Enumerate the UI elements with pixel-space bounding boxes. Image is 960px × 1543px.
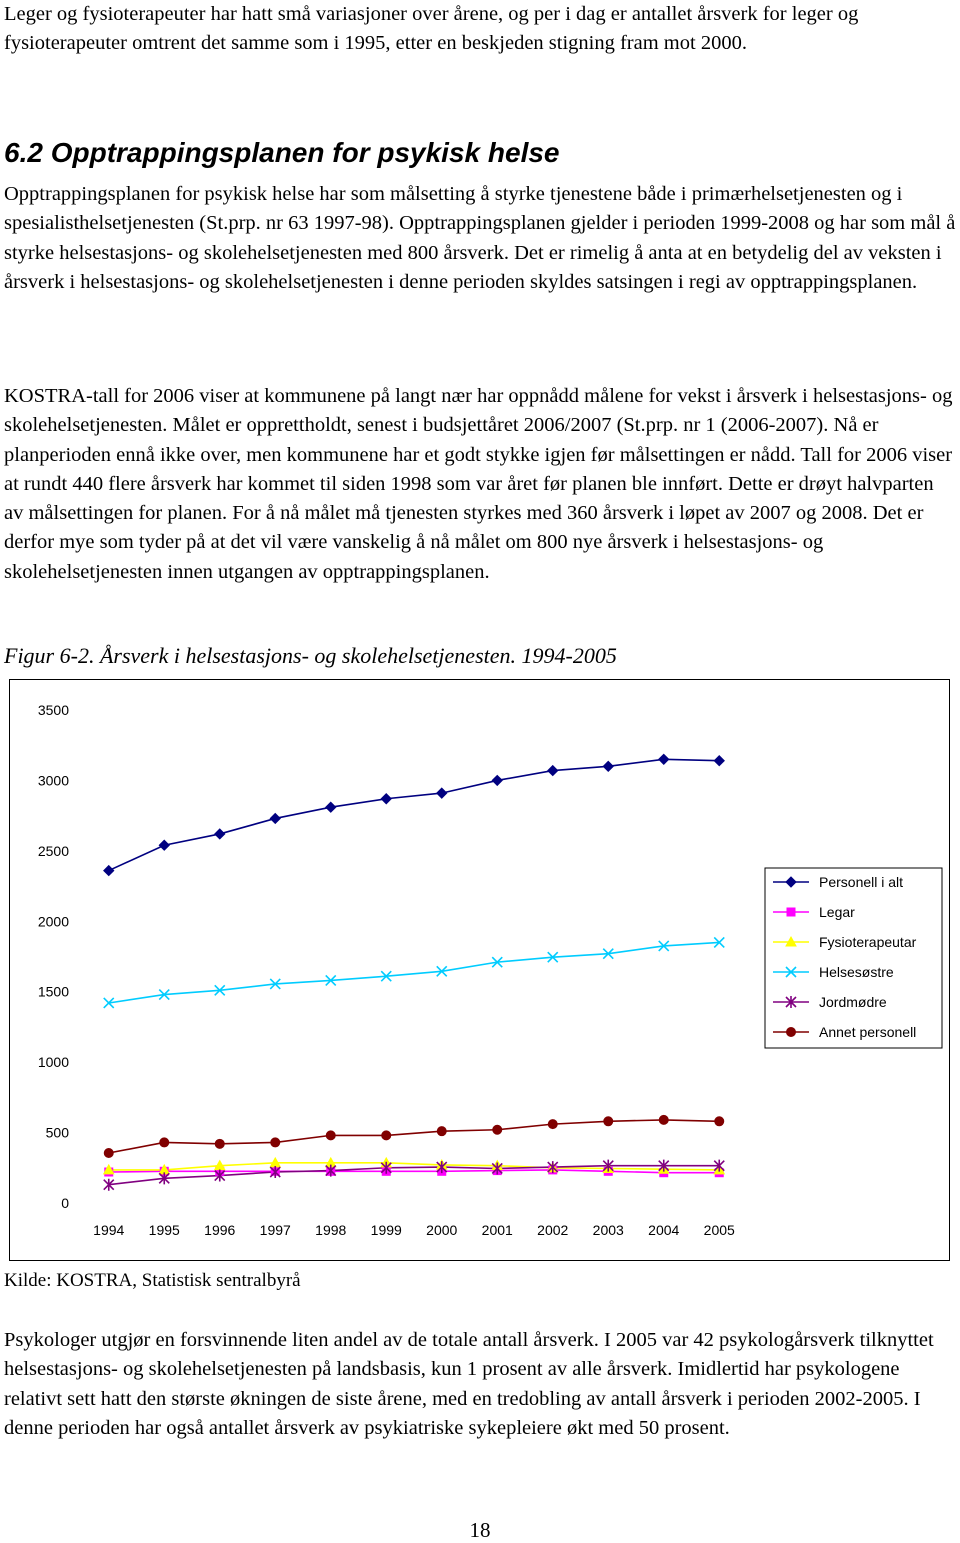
x-tick-label: 1995 bbox=[148, 1222, 180, 1238]
x-tick-label: 2003 bbox=[592, 1222, 624, 1238]
figure-caption: Figur 6-2. Årsverk i helsestasjons- og skolehelsetjenesten. 1994-2005 bbox=[4, 643, 617, 668]
legend-label: Jordmødre bbox=[819, 994, 887, 1010]
legend-label: Fysioterapeutar bbox=[819, 934, 917, 950]
x-tick-label: 2001 bbox=[481, 1222, 513, 1238]
data-point bbox=[382, 1131, 391, 1140]
x-tick-label: 1999 bbox=[370, 1222, 402, 1238]
y-tick-label: 1000 bbox=[37, 1054, 69, 1071]
x-tick-label: 1998 bbox=[315, 1222, 347, 1238]
y-tick-label: 3000 bbox=[37, 772, 69, 789]
page-number: 18 bbox=[469, 1518, 491, 1542]
data-point bbox=[604, 1117, 613, 1126]
x-tick-label: 2000 bbox=[426, 1222, 458, 1238]
legend-box bbox=[765, 868, 942, 1048]
paragraph-kostra: KOSTRA-tall for 2006 viser at kommunene på langt nær har oppnådd målene for vekst i årsverk i helsestasjons- og skolehelsetjenesten. Målet er opprettholdt, senest i budsjettåret 2006/2007 (St.prp. nr 1 (2006-2007). Nå er planperioden ennå ikke over, men kommunene har et godt stykke igjen før målsettingen er nådd. Tall for 2006 viser at rundt 440 flere årsverk har kommet til siden 1998 som var året før planen ble innført. Dette er drøyt halvparten av målsettingen for planen. For å nå målet må tjenesten styrkes med 360 årsverk i løpet av 2007 og 2008. Det er derfor mye som tyder på at det vil være vanskelig å nå målet om 800 nye årsverk i helsestasjons- og skolehelsetjenesten innen utgangen av opptrappingsplanen. bbox=[4, 385, 953, 583]
y-tick-label: 1500 bbox=[37, 983, 69, 1000]
legend-marker bbox=[787, 908, 795, 916]
data-point bbox=[659, 1115, 668, 1124]
y-tick-label: 3500 bbox=[37, 702, 69, 718]
data-point bbox=[548, 1120, 557, 1129]
legend-label: Legar bbox=[819, 904, 855, 920]
y-tick-label: 500 bbox=[45, 1124, 69, 1141]
y-tick-label: 0 bbox=[61, 1195, 69, 1211]
data-point bbox=[271, 1138, 280, 1147]
data-point bbox=[715, 1117, 724, 1126]
paragraph-opptrappingsplanen: Opptrappingsplanen for psykisk helse har som målsetting å styrke tjenestene både i primærhelsetjenesten og i spesialisthelsetjenesten (St.prp. nr 63 1997-98). Opptrappingsplanen gjelder i perioden 1999-2008 og har som mål å styrke helsestasjons- og skolehelsetjenesten med 800 årsverk. Det er rimelig å anta at en betydelig del av veksten i årsverk i helsestasjons- og skolehelsetjenesten i denne perioden skyldes satsingen i regi av opptrappingsplanen. bbox=[4, 183, 956, 293]
legend-marker bbox=[787, 1028, 796, 1037]
data-point bbox=[437, 1127, 446, 1136]
data-point bbox=[215, 1139, 224, 1148]
x-tick-label: 1996 bbox=[204, 1222, 236, 1238]
x-tick-label: 1994 bbox=[93, 1222, 125, 1238]
x-tick-label: 2002 bbox=[537, 1222, 569, 1238]
line-chart bbox=[9, 679, 950, 1261]
legend-label: Helsesøstre bbox=[819, 964, 894, 980]
legend-label: Personell i alt bbox=[819, 874, 904, 890]
section-heading: 6.2 Opptrappingsplanen for psykisk helse bbox=[4, 137, 560, 168]
source-note: Kilde: KOSTRA, Statistisk sentralbyrå bbox=[4, 1270, 301, 1291]
x-tick-label: 2005 bbox=[703, 1222, 735, 1238]
intro-paragraph: Leger og fysioterapeuter har hatt små variasjoner over årene, og per i dag er antallet årsverk for leger og fysioterapeuter omtrent det samme som i 1995, etter en beskjeden stigning fram mot 2000. bbox=[4, 3, 859, 55]
data-point bbox=[326, 1131, 335, 1140]
legend-label: Annet personell bbox=[819, 1024, 917, 1040]
data-point bbox=[160, 1138, 169, 1147]
x-tick-label: 2004 bbox=[648, 1222, 680, 1238]
y-tick-label: 2500 bbox=[37, 842, 69, 859]
x-tick-label: 1997 bbox=[259, 1222, 291, 1238]
data-point bbox=[104, 1148, 113, 1157]
y-tick-label: 2000 bbox=[37, 913, 69, 930]
chart-legend bbox=[765, 868, 942, 1048]
paragraph-psykologer: Psykologer utgjør en forsvinnende liten andel av de totale antall årsverk. I 2005 var 42 psykologårsverk tilknyttet helsestasjons- og skolehelsetjenesten på landsbasis, kun 1 prosent av alle årsverk. Imidlertid har psykologene relativt sett hatt den største økningen de siste årene, med en tredobling av antall årsverk i perioden 2002-2005. I denne perioden har også antallet årsverk av psykiatriske sykepleiere økt med 50 prosent. bbox=[4, 1329, 934, 1439]
data-point bbox=[493, 1125, 502, 1134]
